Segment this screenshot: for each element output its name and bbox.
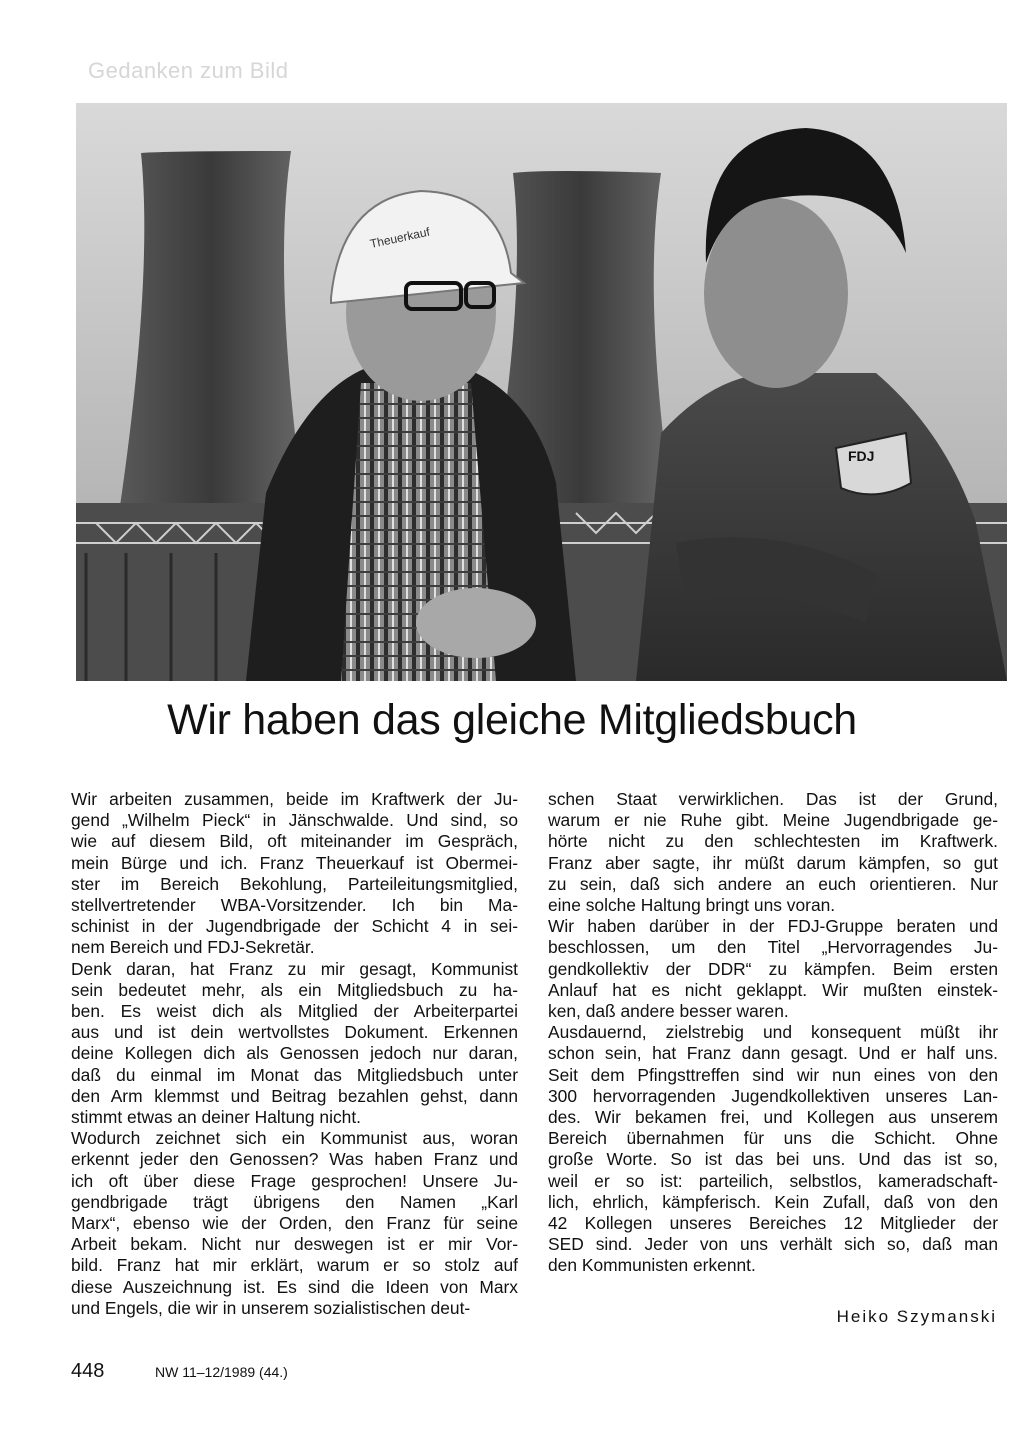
photo-two-men-power-plant: [76, 103, 1007, 681]
text-line: 42 Kollegen unseres Bereiches 12 Mitglieder der: [548, 1213, 998, 1234]
text-line: ich oft über diese Frage gesprochen! Unsere Ju-: [71, 1170, 518, 1191]
issue-reference: NW 11–12/1989 (44.): [155, 1364, 288, 1380]
text-line: 300 hervorragenden Jugendkollektiven unseres Lan-: [548, 1085, 998, 1106]
text-line: gendbrigade trägt übrigens den Namen „Karl: [71, 1191, 518, 1212]
text-line: und Engels, die wir in unserem sozialistischen deut-: [71, 1297, 471, 1318]
text-line: Anlauf hat es nicht geklappt. Wir mußten einstek-: [548, 979, 998, 1000]
text-line: mein Bürge und ich. Franz Theuerkauf ist Obermei-: [71, 852, 518, 873]
text-line: sein bedeutet mehr, als ein Mitgliedsbuch zu ha-: [71, 979, 518, 1000]
text-line: gendkollektiv der DDR“ zu kämpfen. Beim ersten: [548, 958, 998, 979]
text-line: wie auf diesem Bild, oft miteinander im Gespräch,: [71, 831, 518, 852]
text-line: deine Kollegen dich als Genossen jedoch nur daran,: [71, 1043, 518, 1064]
text-line: Wir haben darüber in der FDJ-Gruppe beraten und: [548, 916, 998, 937]
text-line: Wir arbeiten zusammen, beide im Kraftwerk der Ju-: [71, 789, 518, 809]
text-line: den Arm klemmst und Beitrag bezahlen gehst, dann: [71, 1085, 518, 1106]
text-line: erkennt jeder den Genossen? Was haben Franz und: [71, 1149, 518, 1170]
text-line: zu sein, daß sich andere an euch orientieren. Nur: [548, 873, 998, 894]
text-line: Ausdauernd, zielstrebig und konsequent müßt ihr: [548, 1022, 998, 1043]
text-line: Seit dem Pfingsttreffen sind wir nun eines von den: [548, 1064, 998, 1085]
text-line: bild. Franz hat mir erklärt, warum er so stolz auf: [71, 1255, 518, 1276]
text-line: daß du einmal im Monat das Mitgliedsbuch unter: [71, 1064, 518, 1085]
article-headline: Wir haben das gleiche Mitgliedsbuch: [167, 696, 857, 744]
text-line: Marx“, ebenso wie der Orden, den Franz für seine: [71, 1213, 518, 1234]
page-number: 448: [71, 1360, 105, 1382]
text-line: warum er nie Ruhe gibt. Meine Jugendbrigade ge-: [548, 810, 998, 831]
text-line: ben. Es weist dich als Mitglied der Arbeiterpartei: [71, 1001, 518, 1022]
text-line: aus und ist dein wertvollstes Dokument. Erkennen: [71, 1022, 518, 1043]
text-line: beschlossen, um den Titel „Hervorragendes Ju-: [548, 937, 998, 958]
text-line: Denk daran, hat Franz zu mir gesagt, Kommunist: [71, 958, 518, 979]
text-line: ken, daß andere besser waren.: [548, 1001, 789, 1022]
text-line: schinist in der Jugendbrigade der Schicht 4 in sei-: [71, 916, 518, 937]
text-line: eine solche Haltung bringt uns voran.: [548, 895, 836, 916]
text-line: hörte nicht zu den schlechtesten im Kraftwerk.: [548, 831, 998, 852]
text-line: schon sein, hat Franz dann gesagt. Und er half uns.: [548, 1043, 998, 1064]
text-line: Bereich übernahmen für uns die Schicht. Ohne: [548, 1128, 998, 1149]
article-column-1: [71, 789, 518, 1319]
text-line: stellvertretender WBA-Vorsitzender. Ich bin Ma-: [71, 895, 518, 916]
text-line: nem Bereich und FDJ-Sekretär.: [71, 937, 315, 958]
right-man-face: [704, 198, 848, 388]
author-signature: Heiko Szymanski: [836, 1307, 997, 1326]
text-line: den Kommunisten erkennt.: [548, 1255, 756, 1276]
text-line: gend „Wilhelm Pieck“ in Jänschwalde. Und sind, so: [71, 810, 518, 831]
text-line: diese Auszeichnung ist. Es sind die Ideen von Marx: [71, 1276, 518, 1297]
text-line: Franz aber sagte, ihr müßt darum kämpfen, so gut: [548, 852, 998, 873]
text-line: weil er so ist: parteilich, selbstlos, kameradschaft-: [548, 1170, 998, 1191]
text-line: stimmt etwas an deiner Haltung nicht.: [71, 1107, 361, 1128]
section-kicker: Gedanken zum Bild: [88, 58, 289, 83]
text-line: Wodurch zeichnet sich ein Kommunist aus, woran: [71, 1128, 518, 1149]
text-line: große Worte. So ist das bei uns. Und das ist so,: [548, 1149, 998, 1170]
text-line: lich, ehrlich, kämpferisch. Kein Zufall, daß von den: [548, 1191, 998, 1212]
text-line: Arbeit bekam. Nicht nur deswegen ist er mir Vor-: [71, 1234, 518, 1255]
article-column-2: [548, 789, 998, 1277]
text-line: ster im Bereich Bekohlung, Parteileitungsmitglied,: [71, 873, 518, 894]
hat-name-label: Theuerkauf: [368, 224, 432, 251]
text-line: des. Wir bekamen frei, und Kollegen aus unserem: [548, 1107, 998, 1128]
photo-illustration: [76, 103, 1007, 681]
text-line: schen Staat verwirklichen. Das ist der Grund,: [548, 789, 998, 809]
left-man-hand: [416, 588, 536, 658]
fdj-badge-label: FDJ: [848, 448, 875, 464]
text-line: SED sind. Jeder von uns verhält sich so, daß man: [548, 1234, 998, 1255]
